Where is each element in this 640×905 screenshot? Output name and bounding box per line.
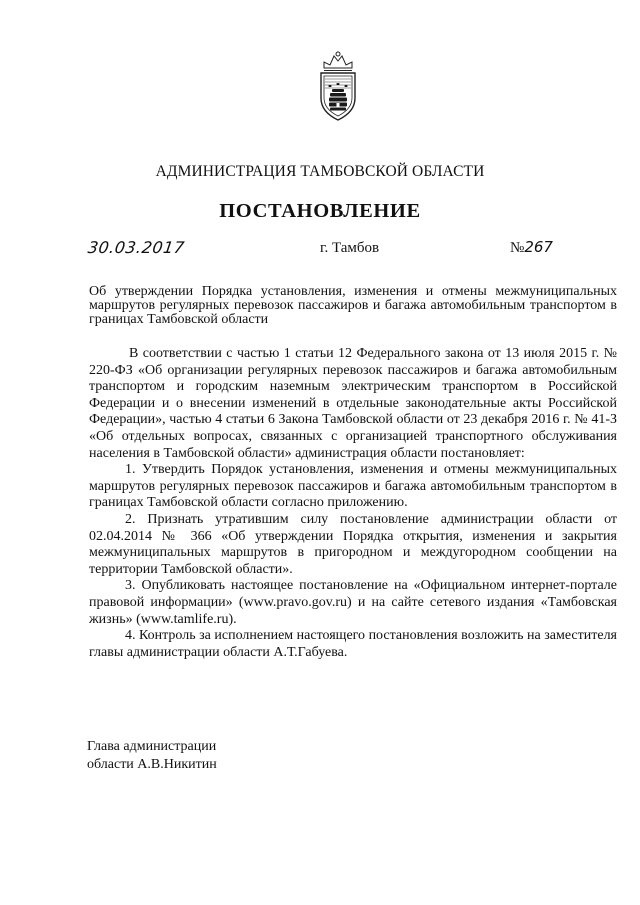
document-number xyxy=(510,238,553,257)
number-sign: № xyxy=(510,240,525,256)
signature-block xyxy=(87,738,217,774)
document-subject: Об утверждении Порядка установления, изменения и отмены межмуниципальных маршрутов регулярных перевозок пассажиров и багажа автомобильным транспортом в границах Тамбовской области xyxy=(89,284,617,327)
document-city: г. Тамбов xyxy=(320,240,380,256)
signature-title: Глава администрации xyxy=(87,739,217,754)
number-value: 267 xyxy=(524,238,553,256)
signature-name: области А.В.Никитин xyxy=(87,757,217,772)
document-body xyxy=(89,346,617,661)
document-meta-row xyxy=(0,238,640,262)
preamble-paragraph: В соответствии с частью 1 статьи 12 Федерального закона от 13 июля 2015 г. № 220-ФЗ «Об организации регулярных перевозок пассажиров и багажа автомобильным транспортом и городским наземным электрическим транспортом в Российской Федерации и о внесении изменений в отдельные законодательные акты Российской Федерации», частью 4 статьи 6 Закона Тамбовской области от 23 декабря 2016 г. № 41-З «Об отдельных вопросах, связанных с организацией транспортного обслуживания населения в Тамбовской области» администрация области постановляет: xyxy=(89,346,617,461)
document-type-title: ПОСТАНОВЛЕНИЕ xyxy=(219,200,421,222)
document-date: 30.03.2017 xyxy=(86,238,186,257)
body-item-4: 4. Контроль за исполнением настоящего постановления возложить на заместителя главы администрации области А.Т.Габуева. xyxy=(89,628,617,660)
authority-name: АДМИНИСТРАЦИЯ ТАМБОВСКОЙ ОБЛАСТИ xyxy=(155,163,485,180)
body-item-3: 3. Опубликовать настоящее постановление на «Официальном интернет-портале правовой информации» (www.pravo.gov.ru) и на сайте сетевого издания «Тамбовская жизнь» (www.tamlife.ru). xyxy=(89,578,617,627)
body-item-2: 2. Признать утратившим силу постановление администрации области от 02.04.2014 № 366 «Об утверждении Порядка открытия, изменения и закрытия межмуниципальных маршрутов в пригородном и междугородном сообщении на территории Тамбовской области». xyxy=(89,511,617,577)
body-item-1: 1. Утвердить Порядок установления, изменения и отмены межмуниципальных маршрутов регулярных перевозок пассажиров и багажа автомобильным транспортом в границах Тамбовской области согласно приложению. xyxy=(89,462,617,511)
coat-of-arms-icon xyxy=(310,50,366,124)
